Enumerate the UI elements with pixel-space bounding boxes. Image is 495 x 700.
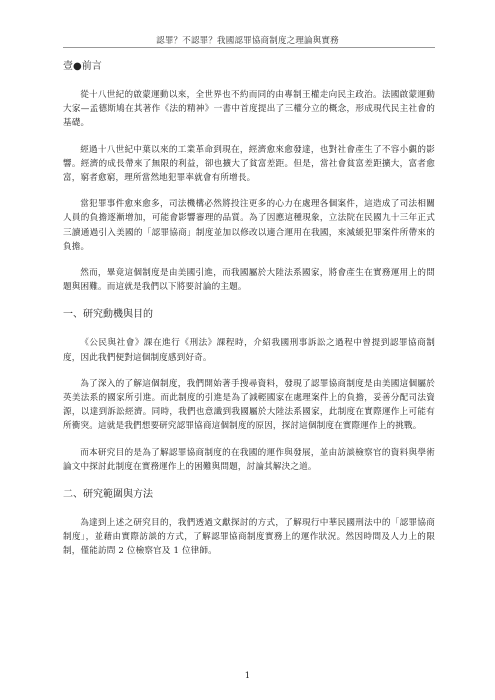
section-heading-scope: 二、研究範圍與方法 [63,489,153,501]
header-divider [63,47,435,48]
running-header: 認罪？不認罪？我國認罪協商制度之理論與實務 [156,36,339,46]
section-heading-preface: 壹●前言 [63,61,102,72]
paragraph-preface-3: 當犯罪事件愈來愈多，司法機構必然將投注更多的心力在處理各個案件，這造成了司法相關人員的負擔逐漸增加，可能會影響審理的品質。為了因應這種現象，立法院在民國九十三年正式三讀通過引入美國的「認罪協商」制度並加以修改以適合運用在我國，來減緩犯罪案件所帶來的負擔。 [63,199,435,252]
section-heading-motive: 一、研究動機與目的 [63,309,153,321]
document-body [63,60,435,559]
paragraph-preface-1: 從十八世紀的啟蒙運動以來，全世界也不約而同的由專制王權走向民主政治。法國啟蒙運動大家—孟德斯鳩在其著作《法的精神》一書中首度提出了三權分立的概念，形成現代民主社會的基礎。 [63,90,435,129]
paragraph-preface-2: 經過十八世紀中葉以來的工業革命到現在，經濟愈來愈發達，也對社會產生了不容小覷的影響。經濟的成長帶來了無限的利益，卻也擴大了貧富差距。但是，當社會貧富差距擴大，富者愈富，窮者愈窮，理所當然地犯罪率就會有所增長。 [63,144,435,184]
paragraph-motive-1: 《公民與社會》課在進行《刑法》課程時，介紹我國刑事訴訟之過程中曾提到認罪協商制度，因此我們便對這個制度感到好奇。 [63,338,435,363]
paragraph-preface-4: 然而，畢竟這個制度是由美國引進，而我國屬於大陸法系國家，將會產生在實務運用上的問題與困難。而這就是我們以下將要討論的主題。 [63,268,435,293]
page-number: 1 [244,671,251,681]
paragraph-motive-3: 而本研究目的是為了解認罪協商制度的在我國的運作與發展，並由訪談檢察官的資料與學術論文中探討此制度在實務運作上的困難與問題，討論其解決之道。 [63,447,435,472]
paragraph-motive-2: 為了深入的了解這個制度，我們開始著手搜尋資料，發現了認罪協商制度是由美國這個屬於英美法系的國家所引進。而此制度的引進是為了減輕國家在處理案件上的負擔，妥善分配司法資源，以達到訴訟經濟。同時，我們也意識到我國屬於大陸法系國家，此制度在實際運作上可能有所衝突。這就是我們想要研究認罪協商這個制度的原因，探討這個制度在實際運作上的挑戰。 [63,378,435,432]
paragraph-scope-1: 為達到上述之研究目的，我們透過文獻探討的方式，了解現行中華民國刑法中的「認罪協商制度」，並藉由實際訪談的方式，了解認罪協商制度實務上的運作狀況。然因時間及人力上的限制，僅能訪問 2 位檢察官及 1 位律師。 [63,518,435,557]
